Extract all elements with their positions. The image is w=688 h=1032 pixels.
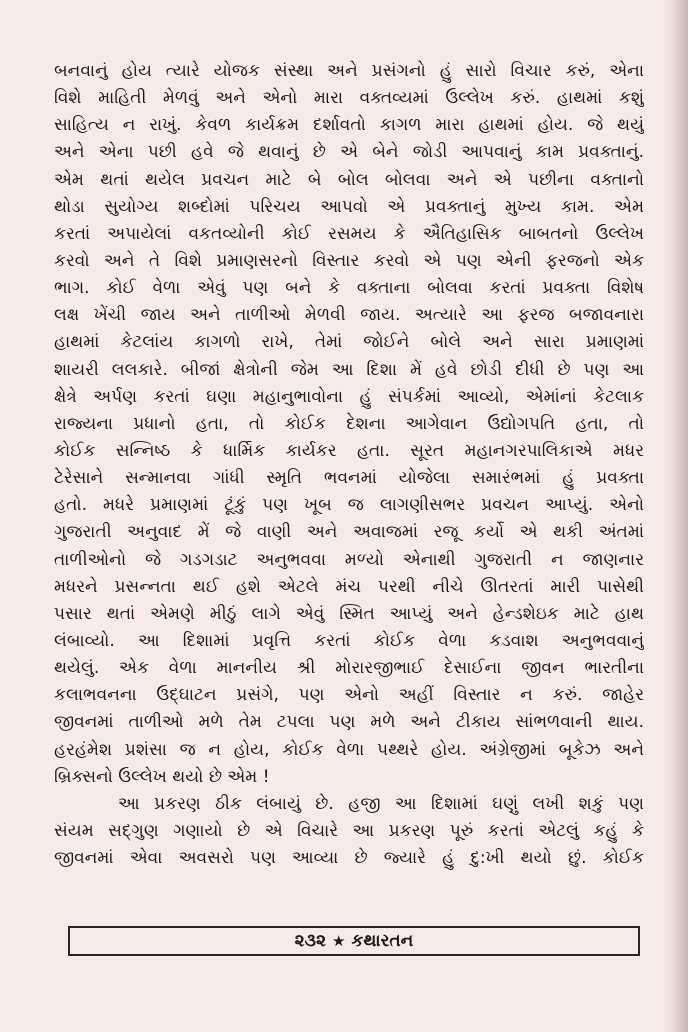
text-line: હતો. મધરે પ્રમાણમાં ટૂંકું પણ ખૂબ જ લાગણીસભર પ્રવચન આપ્યું. એનો [54, 495, 644, 516]
text-line: કરતાં અપાયેલાં વકતવ્યોની કોઈ રસમય કે ઐતિહાસિક બાબતનો ઉલ્લેખ [54, 223, 644, 244]
text-line: જીવનમાં એવા અવસરો પણ આવ્યા છે જ્યારે હું દુ:ખી થયો છું. કોઈક [54, 848, 644, 869]
page-spine-shadow [662, 0, 688, 1032]
text-line: ક્ષેત્રે અર્પણ કરતાં ઘણા મહાનુભાવોના હું સંપર્કમાં આવ્યો, એમાંનાં કેટલાક [54, 386, 644, 407]
text-line: લંબાવ્યો. આ દિશામાં પ્રવૃત્તિ કરતાં કોઈક વેળા કડવાશ અનુભવવાનું [54, 630, 644, 651]
text-line: સંયમ સદ્ગુણ ગણાયો છે એ વિચારે આ પ્રકરણ પૂરું કરતાં એટલું કહું કે [54, 820, 644, 841]
text-line: પસાર થતાં એમણે મીઠું લાગે એવું સ્મિત આપ્યું અને હેન્ડશેઇક માટે હાથ [54, 603, 644, 624]
text-line: એમ થતાં થયેલ પ્રવચન માટે બે બોલ બોલવા અને એ પછીના વક્તાનો [54, 169, 644, 190]
text-line: કરવો અને તે વિશે પ્રમાણસરનો વિસ્તાર કરવો એ પણ એની ફરજનો એક [54, 250, 644, 271]
text-line: થયેલું. એક વેળા માનનીય શ્રી મોરારજીભાઈ દેસાઈના જીવન ભારતીના [54, 658, 644, 679]
text-line: અને એના પછી હવે જે થવાનું છે એ બેને જોડી આપવાનું કામ પ્રવક્તાનું. [54, 142, 644, 163]
text-line: લક્ષ ખેંચી જાય અને તાળીઓ મેળવી જાય. અત્યારે આ ફરજ બજાવનારા [54, 305, 644, 326]
text-line: હરહંમેશ પ્રશંસા જ ન હોય, કોઈક વેળા પથ્થરે હોય. અંગ્રેજીમાં બૂકેઝ અને [54, 739, 644, 760]
star-icon: ★ [331, 932, 346, 950]
text-line: વિશે માહિતી મેળવું અને એનો મારા વક્તવ્યમાં ઉલ્લેખ કરું. હાથમાં કશું [54, 88, 644, 109]
text-line: બ્રિક્સનો ઉલ્લેખ થયો છે એમ ! [54, 766, 270, 787]
text-line: જીવનમાં તાળીઓ મળે તેમ ટપલા પણ મળે અને ટીકાય સાંભળવાની થાય. [54, 712, 644, 733]
text-line: આ પ્રકરણ ઠીક લંબાયું છે. હજી આ દિશામાં ઘણું લખી શકું પણ [118, 793, 644, 814]
text-line: હાથમાં કેટલાંય કાગળો રાખે, તેમાં જોઈને બોલે અને સારા પ્રમાણમાં [54, 332, 644, 353]
text-line: ભાગ. કોઈ વેળા એવું પણ બને કે વક્તાના બોલવા કરતાં પ્રવક્તા વિશેષ [54, 278, 644, 299]
page-footer [68, 926, 640, 956]
text-line: થોડા સુયોગ્ય શબ્દોમાં પરિચય આપવો એ પ્રવક્તાનું મુખ્ય કામ. એમ [54, 196, 644, 217]
text-line: બનવાનું હોય ત્યારે યોજક સંસ્થા અને પ્રસંગનો હું સારો વિચાર કરું, એના [54, 61, 644, 81]
text-line: રાજ્યના પ્રધાનો હતા, તો કોઈક દેશના આગેવાન ઉદ્યોગપતિ હતા, તો [54, 413, 644, 434]
text-line: મધરને પ્રસન્નતા થઈ હશે એટલે મંચ પરથી નીચે ઊતરતાં મારી પાસેથી [54, 576, 644, 597]
text-line: ટેરેસાને સન્માનવા ગાંધી સ્મૃતિ ભવનમાં યોજેલા સમારંભમાં હું પ્રવક્તા [54, 468, 644, 489]
text-line: સાહિત્ય ન રાખું. કેવળ કાર્યક્રમ દર્શાવતો કાગળ મારા હાથમાં હોય. જે થયું [54, 115, 644, 136]
text-line: તાળીઓનો જે ગડગડાટ અનુભવવા મળ્યો એનાથી ગુજરાતી ન જાણનાર [54, 549, 644, 570]
text-line: કોઈક સન્નિષ્ઠ કે ધાર્મિક કાર્યકર હતા. સૂરત મહાનગરપાલિકાએ મધર [54, 440, 644, 461]
text-line: ગુજરાતી અનુવાદ મેં જે વાણી અને અવાજમાં રજૂ કર્યો એ થકી અંતમાં [54, 522, 644, 543]
body-text [54, 58, 644, 872]
book-title: કથારતન [351, 931, 414, 951]
text-line: કલાભવનના ઉદ્ઘાટન પ્રસંગે, પણ એનો અહીં વિસ્તાર ન કરું. જાહેર [54, 685, 644, 706]
page-number: ૨૩૨ [294, 931, 326, 951]
text-line: શાયરી લલકારે. બીજાં ક્ષેત્રોની જેમ આ દિશા મેં હવે છોડી દીધી છે પણ આ [54, 359, 644, 380]
